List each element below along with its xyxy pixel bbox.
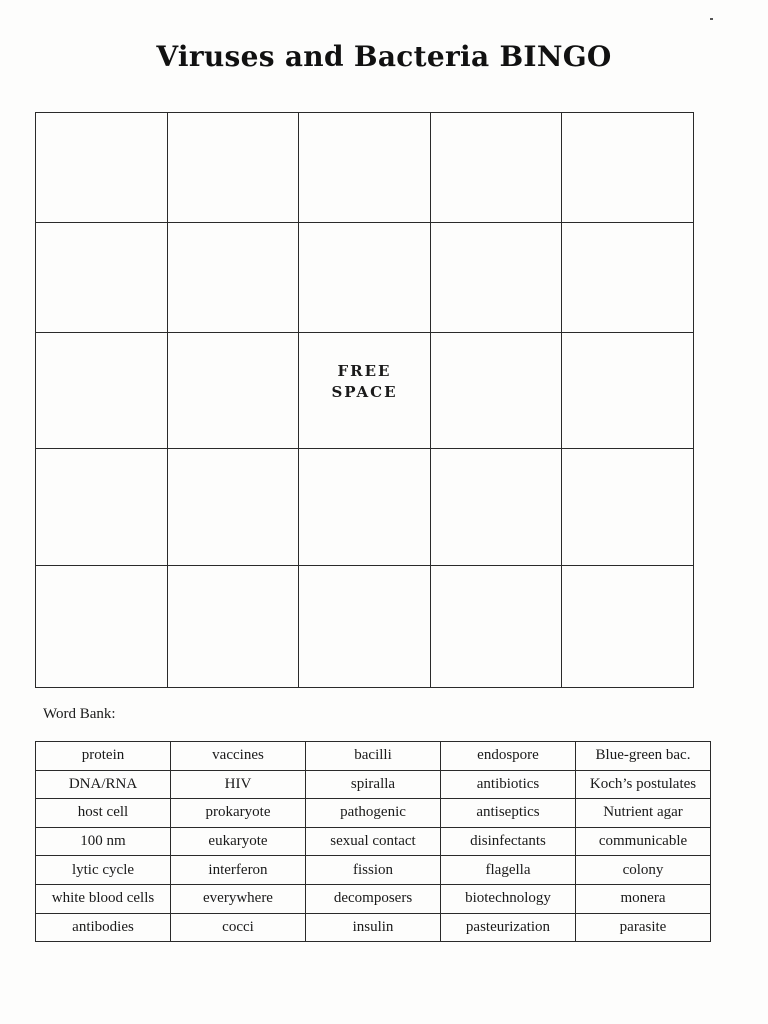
word-bank-term: communicable	[576, 827, 711, 856]
word-bank-term: HIV	[171, 770, 306, 799]
bingo-cell	[430, 223, 562, 333]
bingo-card	[35, 112, 694, 688]
bingo-cell	[36, 223, 168, 333]
bingo-cell	[562, 113, 694, 223]
word-bank-row	[36, 827, 711, 856]
word-bank-term: antibodies	[36, 913, 171, 942]
word-bank-term: insulin	[306, 913, 441, 942]
word-bank-term: biotechnology	[441, 884, 576, 913]
bingo-cell	[167, 333, 299, 449]
word-bank-row	[36, 856, 711, 885]
bingo-cell	[167, 566, 299, 688]
word-bank-term: pasteurization	[441, 913, 576, 942]
word-bank-term: sexual contact	[306, 827, 441, 856]
word-bank-term: parasite	[576, 913, 711, 942]
word-bank-term: eukaryote	[171, 827, 306, 856]
scan-speck	[710, 18, 713, 20]
free-space-label: FREE SPACE	[331, 361, 398, 401]
word-bank-term: colony	[576, 856, 711, 885]
word-bank-term: disinfectants	[441, 827, 576, 856]
bingo-cell	[562, 333, 694, 449]
word-bank-term: interferon	[171, 856, 306, 885]
bingo-row	[36, 113, 694, 223]
word-bank-term: antibiotics	[441, 770, 576, 799]
bingo-cell	[36, 113, 168, 223]
word-bank-term: bacilli	[306, 742, 441, 771]
word-bank-term: Koch’s postulates	[576, 770, 711, 799]
bingo-cell	[167, 449, 299, 566]
word-bank-term: monera	[576, 884, 711, 913]
free-space-cell	[299, 333, 431, 449]
bingo-cell	[36, 566, 168, 688]
word-bank-label: Word Bank:	[43, 706, 116, 722]
word-bank-table	[35, 741, 711, 942]
word-bank-term: host cell	[36, 799, 171, 828]
bingo-cell	[299, 449, 431, 566]
page-title: Viruses and Bacteria BINGO	[156, 40, 612, 73]
bingo-cell	[167, 113, 299, 223]
word-bank-term: flagella	[441, 856, 576, 885]
word-bank-row	[36, 884, 711, 913]
bingo-cell	[36, 333, 168, 449]
bingo-cell	[562, 223, 694, 333]
bingo-cell	[562, 449, 694, 566]
bingo-cell	[299, 566, 431, 688]
word-bank-term: protein	[36, 742, 171, 771]
bingo-cell	[430, 566, 562, 688]
word-bank-row	[36, 742, 711, 771]
word-bank-term: Nutrient agar	[576, 799, 711, 828]
bingo-cell	[562, 566, 694, 688]
word-bank-term: prokaryote	[171, 799, 306, 828]
word-bank-term: fission	[306, 856, 441, 885]
bingo-cell	[36, 449, 168, 566]
bingo-cell	[299, 223, 431, 333]
bingo-row	[36, 566, 694, 688]
bingo-cell	[299, 113, 431, 223]
word-bank-term: everywhere	[171, 884, 306, 913]
word-bank-term: cocci	[171, 913, 306, 942]
bingo-cell	[430, 333, 562, 449]
word-bank-row	[36, 770, 711, 799]
word-bank-term: lytic cycle	[36, 856, 171, 885]
word-bank-row	[36, 799, 711, 828]
word-bank-term: 100 nm	[36, 827, 171, 856]
bingo-cell	[430, 449, 562, 566]
word-bank-term: antiseptics	[441, 799, 576, 828]
word-bank-term: white blood cells	[36, 884, 171, 913]
word-bank-row	[36, 913, 711, 942]
word-bank-term: vaccines	[171, 742, 306, 771]
word-bank-term: spiralla	[306, 770, 441, 799]
bingo-row	[36, 223, 694, 333]
bingo-row	[36, 333, 694, 449]
word-bank-term: pathogenic	[306, 799, 441, 828]
word-bank-term: endospore	[441, 742, 576, 771]
word-bank-term: DNA/RNA	[36, 770, 171, 799]
word-bank-term: decomposers	[306, 884, 441, 913]
bingo-row	[36, 449, 694, 566]
word-bank-term: Blue-green bac.	[576, 742, 711, 771]
bingo-cell	[167, 223, 299, 333]
bingo-cell	[430, 113, 562, 223]
